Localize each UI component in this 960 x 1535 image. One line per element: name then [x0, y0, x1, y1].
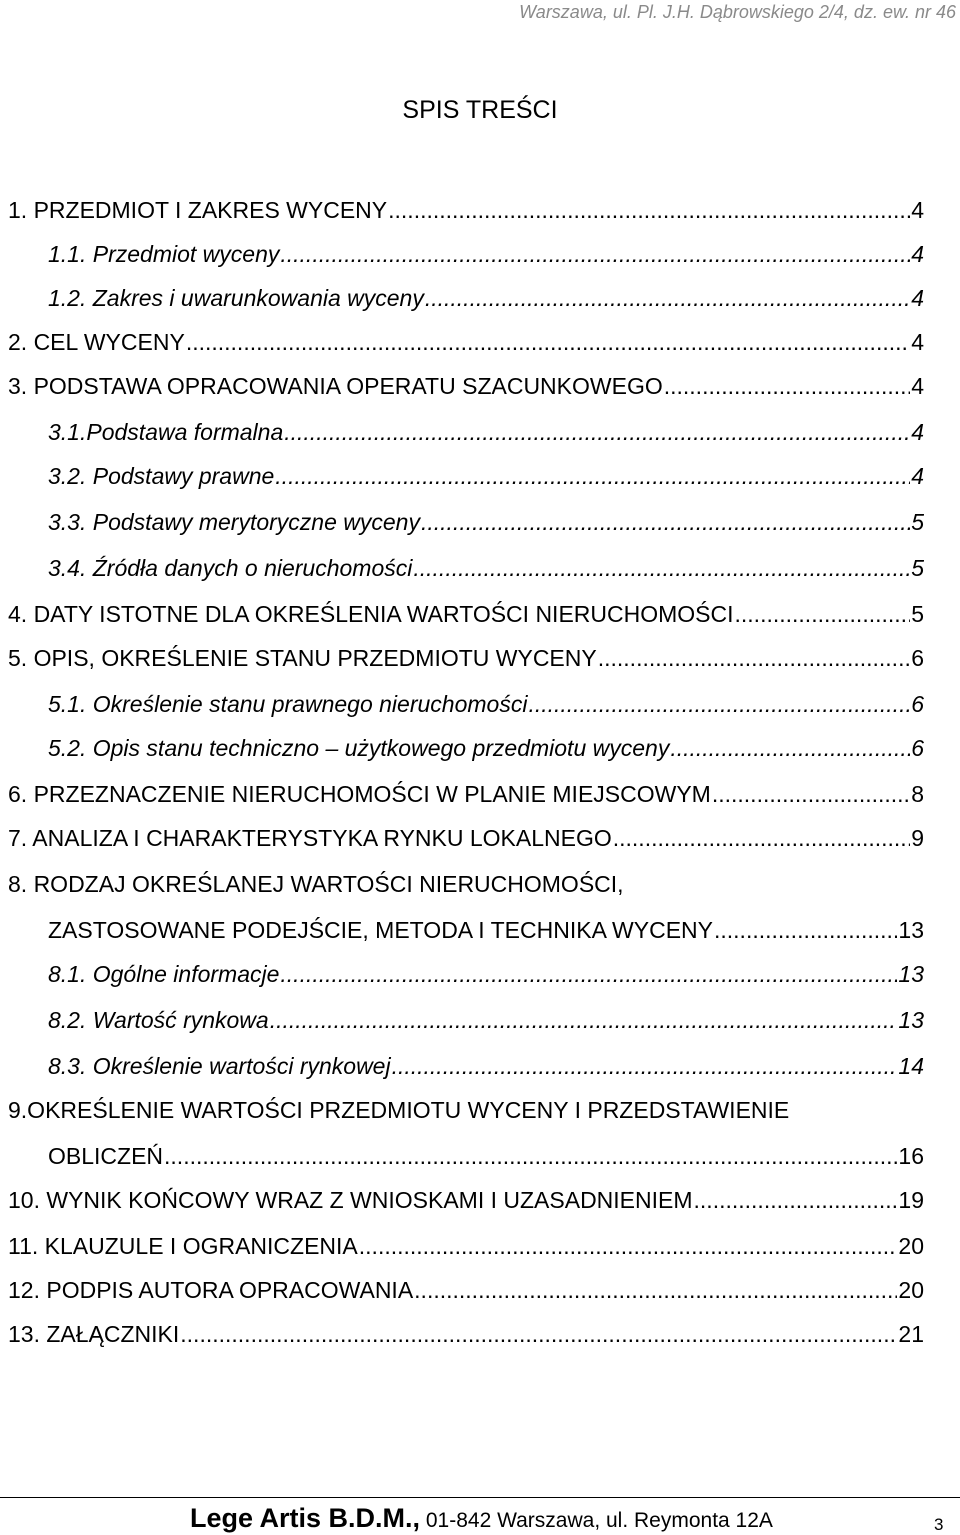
toc-entry-line[interactable]: 9.OKREŚLENIE WARTOŚCI PRZEDMIOTU WYCENY I PRZEDSTAWIENIE [8, 1097, 790, 1123]
toc-entry[interactable]: 1.1. Przedmiot wyceny ..... 4 [48, 240, 924, 268]
footer-brand: Lege Artis B.D.M., [190, 1503, 421, 1533]
toc-entry[interactable]: 10. WYNIK KOŃCOWY WRAZ Z WNIOSKAMI I UZASADNIENIEM ..... 19 [8, 1186, 924, 1214]
page-footer [190, 1503, 773, 1534]
toc-entry[interactable]: ZASTOSOWANE PODEJŚCIE, METODA I TECHNIKA WYCENY ..... 13 [48, 916, 924, 944]
toc-entry[interactable]: 11. KLAUZULE I OGRANICZENIA ..... 20 [8, 1232, 924, 1260]
toc-entry[interactable]: 13. ZAŁĄCZNIKI ..... 21 [8, 1320, 924, 1348]
toc-entry[interactable]: 8.1. Ogólne informacje ..... 13 [48, 960, 924, 988]
toc-entry[interactable]: 3.3. Podstawy merytoryczne wyceny ..... 5 [48, 508, 924, 536]
page-number: 3 [934, 1515, 944, 1534]
toc-entry[interactable]: 5.1. Określenie stanu prawnego nieruchomości ..... 6 [48, 690, 924, 718]
toc-entry[interactable]: 1. PRZEDMIOT I ZAKRES WYCENY ..... 4 [8, 196, 924, 224]
toc-entry[interactable]: 2. CEL WYCENY ..... 4 [8, 328, 924, 356]
toc-entry[interactable]: 1.2. Zakres i uwarunkowania wyceny ..... 4 [48, 284, 924, 312]
toc-entry[interactable]: 8.2. Wartość rynkowa ..... 13 [48, 1006, 924, 1034]
toc-entry[interactable]: 12. PODPIS AUTORA OPRACOWANIA ..... 20 [8, 1276, 924, 1304]
footer-divider [0, 1497, 960, 1498]
toc-entry[interactable]: OBLICZEŃ ..... 16 [48, 1142, 924, 1170]
page-header: Warszawa, ul. Pl. J.H. Dąbrowskiego 2/4, dz. ew. nr 46 [519, 2, 956, 22]
toc-entry[interactable]: 3.1.Podstawa formalna ..... 4 [48, 418, 924, 446]
toc-entry[interactable]: 3. PODSTAWA OPRACOWANIA OPERATU SZACUNKOWEGO ..... 4 [8, 372, 924, 400]
toc-entry[interactable]: 3.4. Źródła danych o nieruchomości ..... 5 [48, 554, 924, 582]
toc-title: SPIS TREŚCI [402, 96, 558, 124]
footer-address: 01-842 Warszawa, ul. Reymonta 12A [420, 1509, 773, 1532]
toc-entry[interactable]: 5. OPIS, OKREŚLENIE STANU PRZEDMIOTU WYCENY ..... 6 [8, 644, 924, 672]
toc-entry[interactable]: 8.3. Określenie wartości rynkowej ..... 14 [48, 1052, 924, 1080]
toc-entry[interactable]: 4. DATY ISTOTNE DLA OKREŚLENIA WARTOŚCI NIERUCHOMOŚCI ..... 5 [8, 600, 924, 628]
toc-entry[interactable]: 7. ANALIZA I CHARAKTERYSTYKA RYNKU LOKALNEGO ..... 9 [8, 824, 924, 852]
toc-entry[interactable]: 5.2. Opis stanu techniczno – użytkowego przedmiotu wyceny ..... 6 [48, 734, 924, 762]
toc-entry[interactable]: 3.2. Podstawy prawne ..... 4 [48, 462, 924, 490]
toc-entry[interactable]: 6. PRZEZNACZENIE NIERUCHOMOŚCI W PLANIE MIEJSCOWYM ..... 8 [8, 780, 924, 808]
toc-entry-line[interactable]: 8. RODZAJ OKREŚLANEJ WARTOŚCI NIERUCHOMOŚCI, [8, 871, 624, 897]
